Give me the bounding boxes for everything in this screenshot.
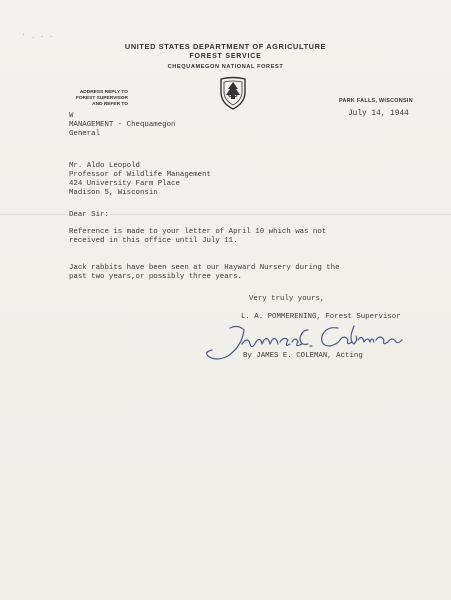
closing: Very truly yours, [249, 295, 325, 303]
reference-line: General [69, 130, 101, 138]
paragraph-line: received in this office until July 11. [69, 237, 238, 245]
address-instructions [58, 90, 128, 108]
reference-line: W [69, 112, 74, 120]
paragraph-line: Reference is made to your letter of April 10 which was not [69, 228, 327, 236]
shield-letters: US [228, 92, 238, 99]
signer-line: L. A. POMMERENING, Forest Supervisor [241, 313, 401, 321]
paper-fold-line [0, 214, 451, 215]
corner-mark: ' . - - [22, 33, 55, 40]
addressee-line: Professor of Wildlife Management [69, 171, 211, 179]
letterhead-department: UNITED STATES DEPARTMENT OF AGRICULTURE [124, 42, 327, 51]
address-instruction-line: FOREST SUPERVISOR [75, 96, 128, 101]
salutation: Dear Sir: [69, 211, 109, 219]
body-paragraph [69, 228, 326, 246]
addressee-block [69, 162, 211, 198]
letterhead-service: FOREST SERVICE [189, 53, 262, 60]
address-instruction-line: ADDRESS REPLY TO [79, 90, 128, 95]
paragraph-line: Jack rabbits have been seen at our Hayward Nursery during the [69, 264, 340, 272]
letterhead-forest: CHEQUAMEGON NATIONAL FOREST [167, 64, 284, 70]
addressee-line: Mr. Aldo Leopold [69, 162, 140, 170]
addressee-line: 424 University Farm Place [69, 180, 180, 188]
forest-service-shield-icon [218, 76, 248, 110]
reference-line: MANAGEMENT - Chequamegon [69, 121, 176, 129]
byline: By JAMES E. COLEMAN, Acting [243, 352, 363, 360]
reference-block [69, 112, 175, 139]
letterhead-place: PARK FALLS, WISCONSIN [339, 98, 413, 104]
body-paragraph [69, 264, 340, 282]
letter-date: July 14, 1944 [348, 110, 409, 118]
addressee-line: Madison 5, Wisconsin [69, 189, 158, 197]
paragraph-line: past two years,or possibly three years. [69, 273, 242, 281]
address-instruction-line: AND REFER TO [92, 102, 128, 107]
